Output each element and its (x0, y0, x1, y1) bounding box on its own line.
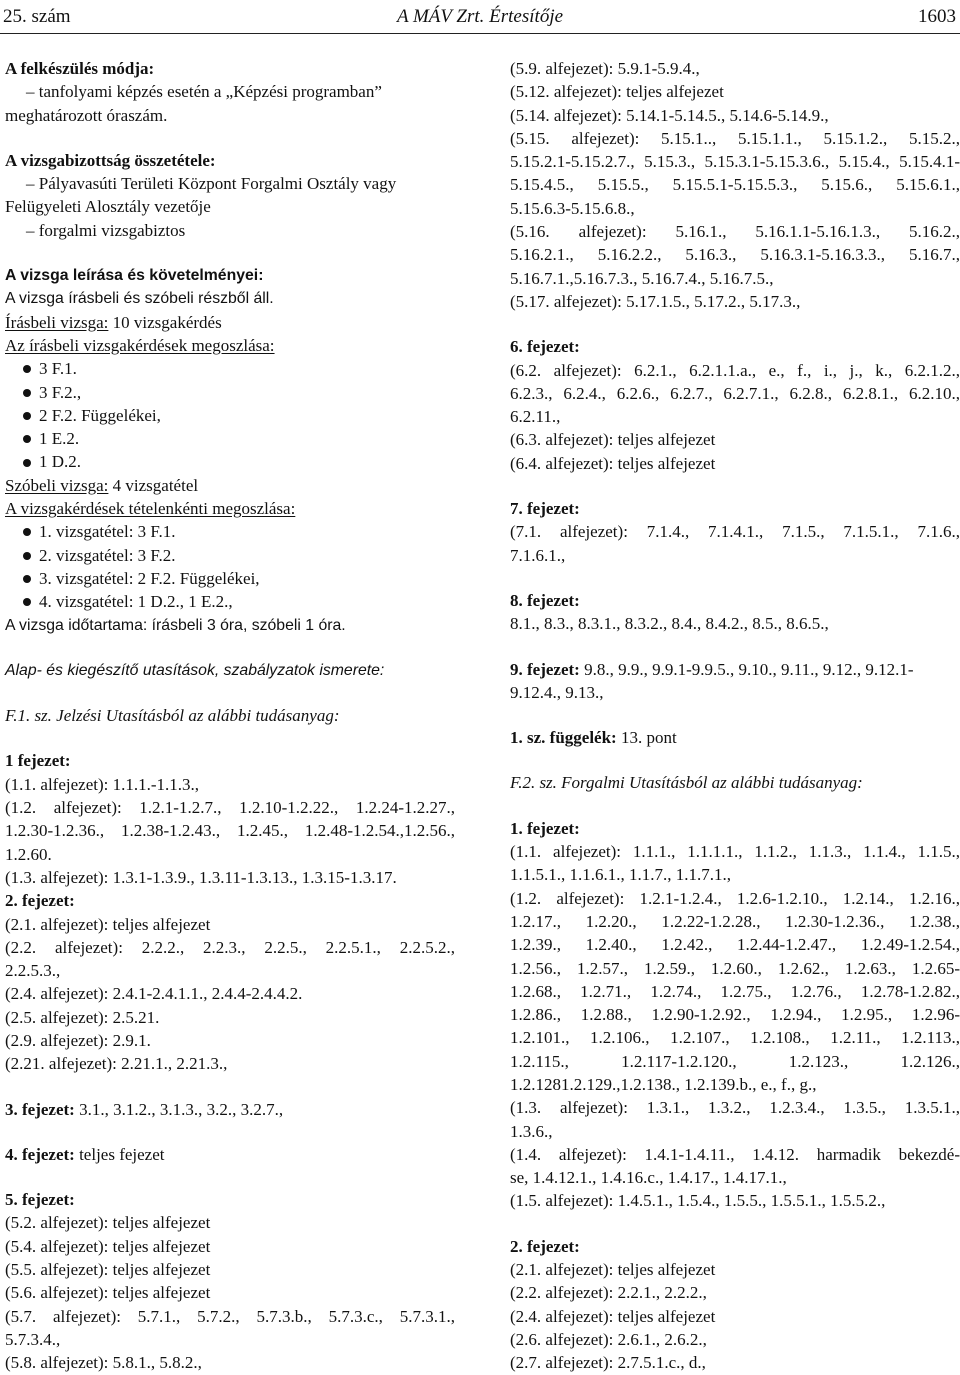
bullet-icon (23, 575, 31, 583)
chapter-title: 7. fejezet: (510, 499, 580, 519)
list-item: 1.2.115., 1.2.117-1.2.120., 1.2.123., 1.2.126., (510, 1051, 960, 1071)
list-item: 1. vizsgatétel: 3 F.1. (5, 520, 455, 543)
oral-dist-label: A vizsgakérdések tételenkénti megoszlása: (5, 499, 296, 519)
f1-title: F.1. sz. Jelzési Utasításból az alábbi tudásanyag: (5, 706, 340, 726)
chapter-title: 9. fejezet: (510, 659, 580, 679)
publication-title: A MÁV Zrt. Értesítője (396, 6, 564, 27)
prep-line: – tanfolyami képzés esetén a „Képzési programban” (26, 82, 382, 102)
f2-title: F.2. sz. Forgalmi Utasításból az alábbi tudásanyag: (510, 773, 863, 793)
list-item: 1.2.101., 1.2.106., 1.2.107., 1.2.108., 1.2.11., 1.2.113., (510, 1028, 960, 1048)
list-item: (5.15. alfejezet): 5.15.1.., 5.15.1.1., 5.15.1.2., 5.15.2., (510, 128, 960, 148)
appendix-value: 13. pont (616, 728, 677, 748)
list-item: 1.2.56., 1.2.57., 1.2.59., 1.2.60., 1.2.62., 1.2.63., 1.2.65- (510, 958, 960, 978)
left-column (5, 57, 455, 1375)
list-item: (2.2. alfejezet): 2.2.2., 2.2.3., 2.2.5., 2.2.5.1., 2.2.5.2., (5, 937, 455, 957)
list-item: 6.2.11., (510, 407, 561, 427)
bullet-icon (23, 365, 31, 373)
list-item: 9.12.4., 9.13., (510, 682, 604, 702)
oral-value: 4 vizsgatétel (108, 475, 199, 495)
chapter-title: 2. fejezet: (5, 891, 75, 911)
header-rule (0, 33, 960, 34)
chapter-title: 1. fejezet: (510, 818, 580, 838)
issue-number: 25. szám (3, 6, 71, 27)
list-item: 1.2.1281.2.129.,1.2.138., 1.2.139.b., e., f., g., (510, 1074, 817, 1094)
list-item: (1.2. alfejezet): 1.2.1-1.2.7., 1.2.10-1.2.22., 1.2.24-1.2.27., (5, 798, 455, 818)
list-item: 1.2.68., 1.2.71., 1.2.74., 1.2.75., 1.2.76., 1.2.78-1.2.82., (510, 981, 960, 1001)
list-item: 6.2.3., 6.2.4., 6.2.6., 6.2.7., 6.2.7.1., 6.2.8., 6.2.8.1., 6.2.10., (510, 383, 960, 403)
prep-title: A felkészülés módja: (5, 59, 155, 78)
list-item: (1.2. alfejezet): 1.2.1-1.2.4., 1.2.6-1.2.10., 1.2.14., 1.2.16., (510, 888, 960, 908)
board-title: A vizsgabizottság összetétele: (5, 150, 216, 170)
list-item: 2 F.2. Függelékei, (5, 404, 455, 427)
exam-desc-title: A vizsga leírása és követelményei: (5, 267, 264, 285)
list-item: 5.15.2.1-5.15.2.7., 5.15.3., 5.15.3.1-5.15.3.6., 5.15.4., 5.15.4.1- (510, 152, 960, 172)
list-item: 1 E.2. (5, 427, 455, 450)
list-item: (5.8. alfejezet): 5.8.1., 5.8.2., (5, 1353, 202, 1373)
bullet-icon (23, 552, 31, 560)
list-item: 3 F.2., (5, 381, 455, 404)
list-item: (1.4. alfejezet): 1.4.1-1.4.11., 1.4.12. harmadik bekezdé- (510, 1144, 960, 1164)
exam-desc-line: A vizsga írásbeli és szóbeli részből áll. (5, 290, 274, 308)
chapter-title: 8. fejezet: (510, 590, 580, 610)
list-item: 3. vizsgatétel: 2 F.2. Függelékei, (5, 567, 455, 590)
bullet-icon (23, 389, 31, 397)
list-item: (6.2. alfejezet): 6.2.1., 6.2.1.1.a., e., f., i., j., k., 6.2.1.2., (510, 360, 960, 380)
list-item: (5.14. alfejezet): 5.14.1-5.14.5., 5.14.6-5.14.9., (510, 105, 829, 125)
board-line: Felügyeleti Alosztály vezetője (5, 197, 211, 217)
list-item: (6.4. alfejezet): teljes alfejezet (510, 453, 716, 473)
chapter-title: 6. fejezet: (510, 337, 580, 357)
list-item: (2.21. alfejezet): 2.21.1., 2.21.3., (5, 1054, 228, 1074)
list-item: (5.7. alfejezet): 5.7.1., 5.7.2., 5.7.3.b., 5.7.3.c., 5.7.3.1., (5, 1306, 455, 1326)
list-item: (6.3. alfejezet): teljes alfejezet (510, 430, 716, 450)
bullet-icon (23, 412, 31, 420)
list-item: 1.3.6., (510, 1121, 553, 1141)
list-item: 5.7.3.4., (5, 1329, 61, 1349)
bullet-icon (23, 435, 31, 443)
list-item: (5.2. alfejezet): teljes alfejezet (5, 1213, 211, 1233)
chapter-title: 4. fejezet: (5, 1144, 75, 1164)
list-item: 8.1., 8.3., 8.3.1., 8.3.2., 8.4., 8.4.2., 8.5., 8.6.5., (510, 614, 829, 634)
chapter-value: 9.8., 9.9., 9.9.1-9.9.5., 9.10., 9.11., 9.12., 9.12.1- (579, 659, 914, 679)
list-item: 1.1.5.1., 1.1.6.1., 1.1.7., 1.1.7.1., (510, 865, 731, 885)
list-item: 1.2.60. (5, 844, 52, 864)
written-value: 10 vizsgakérdés (108, 312, 222, 332)
exam-duration: A vizsga időtartama: írásbeli 3 óra, szóbeli 1 óra. (5, 616, 346, 634)
written-label: Írásbeli vizsga: (5, 312, 109, 332)
list-item: (1.1. alfejezet): 1.1.1., 1.1.1.1., 1.1.2., 1.1.3., 1.1.4., 1.1.5., (510, 842, 960, 862)
board-line: – forgalmi vizsgabiztos (26, 220, 186, 240)
rules-title: Alap- és kiegészítő utasítások, szabályzatok ismerete: (5, 661, 385, 679)
list-item: (1.5. alfejezet): 1.4.5.1., 1.5.4., 1.5.5., 1.5.5.1., 1.5.5.2., (510, 1191, 886, 1211)
list-item: se, 1.4.12.1., 1.4.16.c., 1.4.17., 1.4.17.1., (510, 1168, 787, 1188)
list-item: 1.2.30-1.2.36., 1.2.38-1.2.43., 1.2.45., 1.2.48-1.2.54.,1.2.56., (5, 821, 455, 841)
list-item: (5.5. alfejezet): teljes alfejezet (5, 1260, 211, 1280)
page-number: 1603 (918, 6, 956, 27)
bullet-icon (23, 598, 31, 606)
list-item: 5.15.4.5., 5.15.5., 5.15.5.1-5.15.5.3., 5.15.6., 5.15.6.1., (510, 175, 960, 195)
written-dist-label: Az írásbeli vizsgakérdések megoszlása: (5, 335, 275, 355)
list-item: (1.1. alfejezet): 1.1.1.-1.1.3., (5, 774, 200, 794)
list-item: (7.1. alfejezet): 7.1.4., 7.1.4.1., 7.1.5., 7.1.5.1., 7.1.6., (510, 522, 960, 542)
list-item: (5.16. alfejezet): 5.16.1., 5.16.1.1-5.16.1.3., 5.16.2., (510, 222, 960, 242)
list-item: (5.17. alfejezet): 5.17.1.5., 5.17.2., 5.17.3., (510, 291, 801, 311)
list-item: 5.15.6.3-5.15.6.8., (510, 198, 635, 218)
list-item: 7.1.6.1., (510, 545, 566, 565)
list-item: (5.4. alfejezet): teljes alfejezet (5, 1236, 211, 1256)
list-item: 5.16.7.1.,5.16.7.3., 5.16.7.4., 5.16.7.5., (510, 268, 774, 288)
list-item: 1.2.17., 1.2.20., 1.2.22-1.2.28., 1.2.30-1.2.36., 1.2.38., (510, 911, 960, 931)
chapter-title: 2. fejezet: (510, 1236, 580, 1256)
list-item: (5.9. alfejezet): 5.9.1-5.9.4., (510, 59, 700, 78)
prep-line: meghatározott óraszám. (5, 105, 168, 125)
chapter-title: 3. fejezet: (5, 1099, 75, 1119)
list-item: 1 D.2. (5, 450, 455, 473)
chapter-value: 3.1., 3.1.2., 3.1.3., 3.2., 3.2.7., (74, 1099, 284, 1119)
list-item: 5.16.2.1., 5.16.2.2., 5.16.3., 5.16.3.1-5.16.3.3., 5.16.7., (510, 245, 960, 265)
chapter-title: 1 fejezet: (5, 751, 71, 771)
oral-label: Szóbeli vizsga: (5, 475, 109, 495)
list-item: (5.6. alfejezet): teljes alfejezet (5, 1283, 211, 1303)
list-item: (2.7. alfejezet): 2.7.5.1.c., d., (510, 1353, 706, 1373)
appendix-title: 1. sz. függelék: (510, 728, 617, 748)
list-item: 4. vizsgatétel: 1 D.2., 1 E.2., (5, 590, 455, 613)
chapter-title: 5. fejezet: (5, 1190, 75, 1210)
list-item: 1.2.86., 1.2.88., 1.2.90-1.2.92., 1.2.94., 1.2.95., 1.2.96- (510, 1005, 960, 1025)
list-item: 2. vizsgatétel: 3 F.2. (5, 544, 455, 567)
list-item: 2.2.5.3., (5, 961, 61, 981)
list-item: (1.3. alfejezet): 1.3.1-1.3.9., 1.3.11-1.3.13., 1.3.15-1.3.17. (5, 867, 397, 887)
list-item: (2.4. alfejezet): teljes alfejezet (510, 1306, 716, 1326)
list-item: (2.4. alfejezet): 2.4.1-2.4.1.1., 2.4.4-2.4.4.2. (5, 984, 303, 1004)
list-item: (1.3. alfejezet): 1.3.1., 1.3.2., 1.2.3.4., 1.3.5., 1.3.5.1., (510, 1098, 960, 1118)
board-line: – Pályavasúti Területi Központ Forgalmi Osztály vagy (26, 174, 397, 194)
list-item: 3 F.1. (5, 357, 455, 380)
list-item: (2.9. alfejezet): 2.9.1. (5, 1030, 151, 1050)
list-item: (2.6. alfejezet): 2.6.1., 2.6.2., (510, 1329, 707, 1349)
right-column (510, 57, 960, 1375)
list-item: 1.2.39., 1.2.40., 1.2.42., 1.2.44-1.2.47., 1.2.49-1.2.54., (510, 935, 960, 955)
list-item: (2.2. alfejezet): 2.2.1., 2.2.2., (510, 1283, 707, 1303)
chapter-value: teljes fejezet (74, 1144, 165, 1164)
list-item: (2.1. alfejezet): teljes alfejezet (5, 914, 211, 934)
list-item: (2.5. alfejezet): 2.5.21. (5, 1007, 160, 1027)
bullet-icon (23, 528, 31, 536)
bullet-icon (23, 459, 31, 467)
list-item: (2.1. alfejezet): teljes alfejezet (510, 1260, 716, 1280)
list-item: (5.12. alfejezet): teljes alfejezet (510, 82, 724, 102)
